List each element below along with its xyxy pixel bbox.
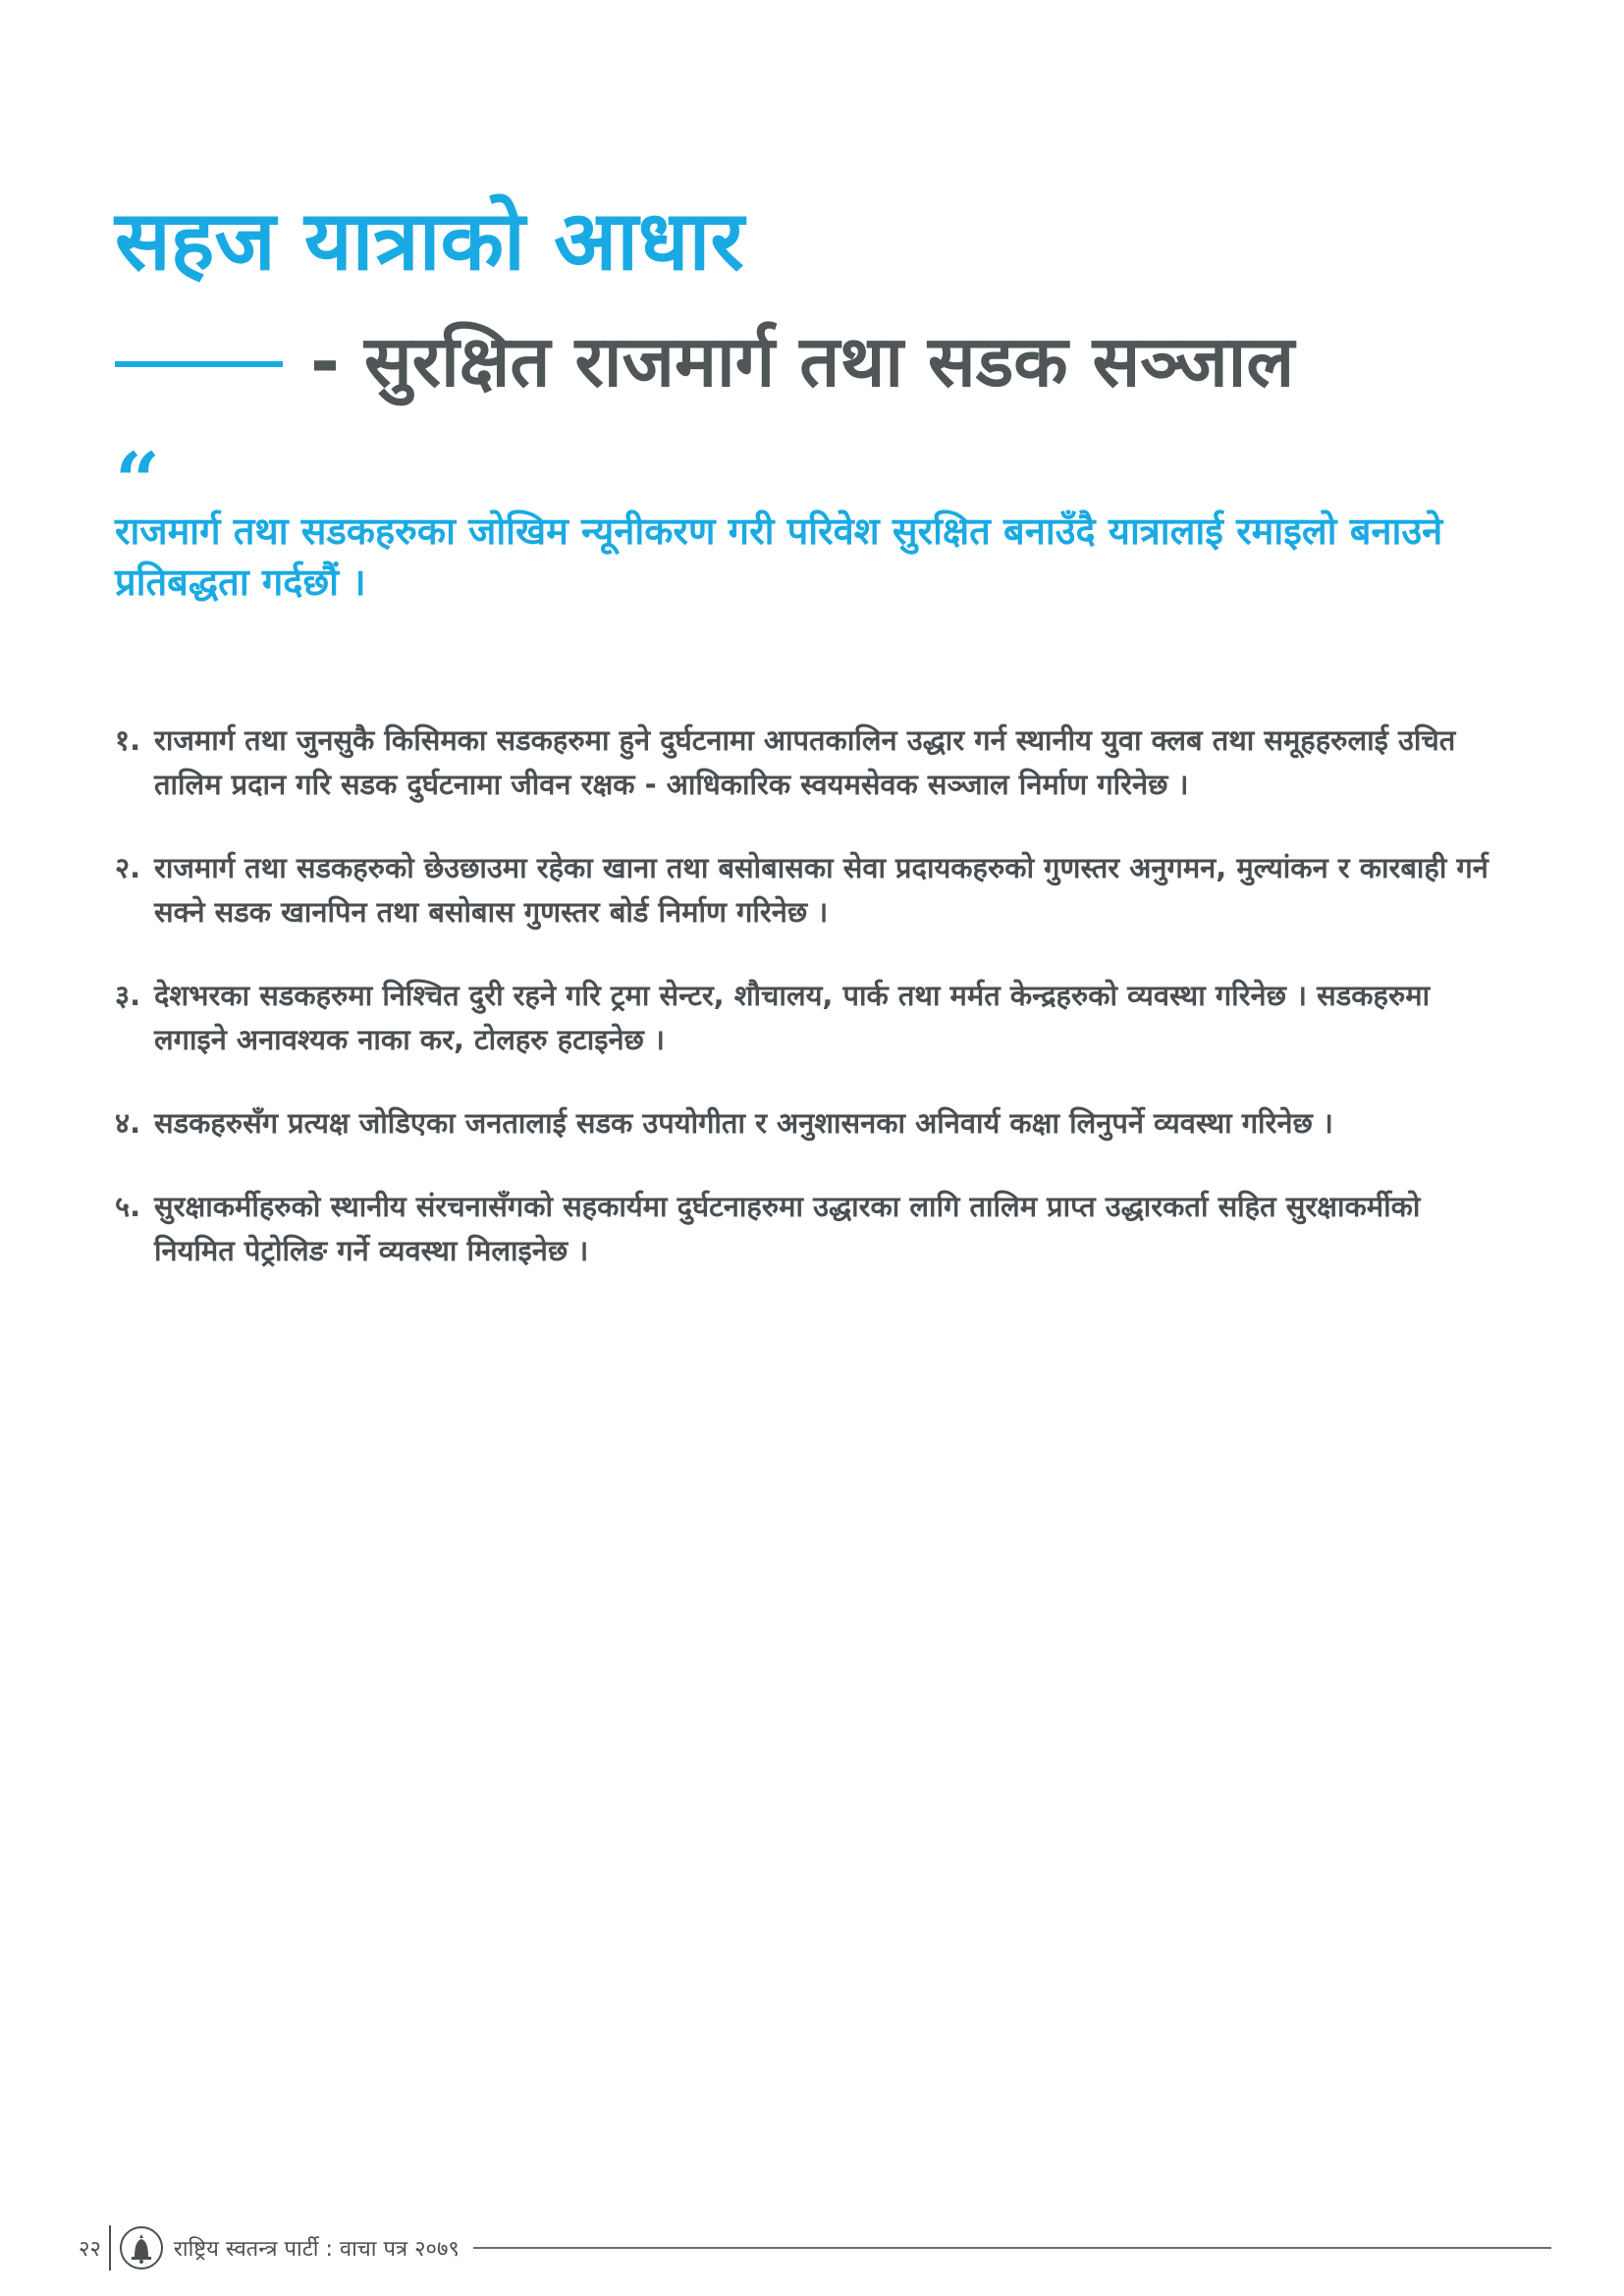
list-item-text: सुरक्षाकर्मीहरुको स्थानीय संरचनासँगको सहकार्यमा दुर्घटनाहरुमा उद्धारका लागि तालिम प्राप्त उद्धारकर्ता सहित सुरक्षाकर्मीको नियमित पेट्रोलिङ गर्ने व्यवस्था मिलाइनेछ । [154, 1190, 1421, 1267]
list-item-number: ३. [115, 979, 141, 1012]
footer-divider [109, 2225, 111, 2270]
footer-document-title: राष्ट्रिय स्वतन्त्र पार्टी : वाचा पत्र २०७९ [173, 2237, 460, 2262]
list-item [115, 846, 1509, 934]
list-item-text: राजमार्ग तथा सडकहरुको छेउछाउमा रहेका खाना तथा बसोबासका सेवा प्रदायकहरुको गुणस्तर अनुगमन, मुल्यांकन र कारबाही गर्न सक्ने सडक खानपिन तथा बसोबास गुणस्तर बोर्ड निर्माण गरिनेछ । [154, 851, 1489, 929]
list-item [115, 719, 1509, 807]
list-item-number: २. [115, 851, 141, 884]
list-item-text: राजमार्ग तथा जुनसुकै किसिमका सडकहरुमा हुने दुर्घटनामा आपतकालिन उद्धार गर्न स्थानीय युवा क्लब तथा समूहहरुलाई उचित तालिम प्रदान गरि सडक दुर्घटनामा जीवन रक्षक - आधिकारिक स्वयमसेवक सञ्जाल निर्माण गरिनेछ । [154, 723, 1456, 801]
list-item-text: देशभरका सडकहरुमा निश्चित दुरी रहने गरि ट्रमा सेन्टर, शौचालय, पार्क तथा मर्मत केन्द्रहरुको व्यवस्था गरिनेछ । सडकहरुमा लगाइने अनावश्यक नाका कर, टोलहरु हटाइनेछ । [154, 979, 1431, 1056]
pledge-quote: राजमार्ग तथा सडकहरुका जोखिम न्यूनीकरण गरी परिवेश सुरक्षित बनाउँदै यात्रालाई रमाइलो बनाउने प्रतिबद्धता गर्दछौं । [115, 509, 1443, 604]
page-title: सहज यात्राको आधार [115, 192, 744, 289]
page-footer [79, 2223, 1551, 2272]
list-item [115, 1101, 1509, 1146]
subtitle-row [115, 312, 1294, 410]
list-item-number: ५. [115, 1190, 141, 1223]
title-accent-rule [115, 361, 283, 367]
quote-mark-icon: “ [115, 435, 161, 527]
party-bell-logo-icon [119, 2225, 164, 2270]
footer-rule [473, 2247, 1551, 2249]
page-number: २२ [79, 2237, 101, 2262]
list-item-number: ४. [115, 1106, 141, 1140]
pledge-list [115, 719, 1509, 1312]
list-item-number: १. [115, 723, 141, 757]
list-item-text: सडकहरुसँग प्रत्यक्ष जोडिएका जनतालाई सडक उपयोगीता र अनुशासनका अनिवार्य कक्षा लिनुपर्ने व्यवस्था गरिनेछ । [154, 1106, 1333, 1140]
list-item [115, 1185, 1509, 1273]
page-subtitle: - सुरक्षित राजमार्ग तथा सडक सञ्जाल [310, 320, 1295, 402]
list-item [115, 974, 1509, 1062]
